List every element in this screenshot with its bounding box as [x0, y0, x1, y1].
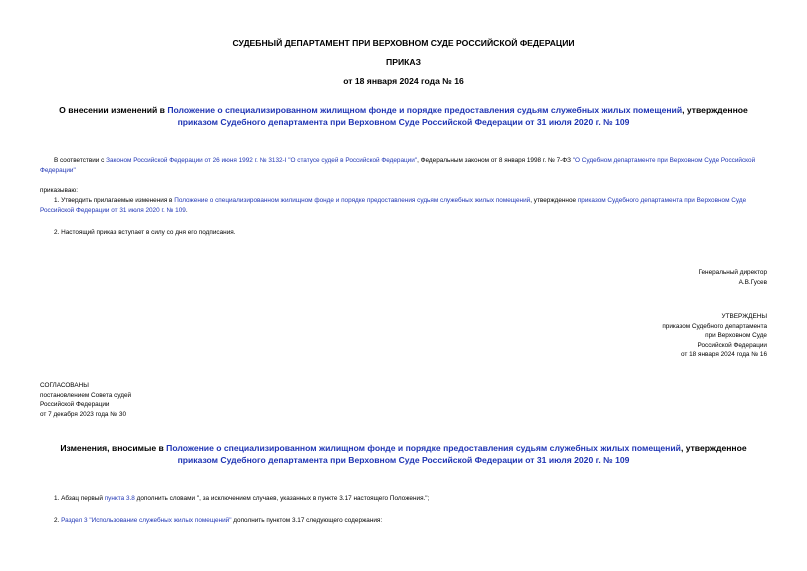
- signature-name: А.В.Гусев: [738, 278, 767, 286]
- approved-line-4: Российской Федерации: [697, 341, 767, 349]
- preamble-paragraph: [40, 156, 772, 175]
- document-title: [40, 105, 767, 128]
- doc-type: ПРИКАЗ: [386, 57, 421, 67]
- order-word: [40, 186, 772, 196]
- changes-title-link-order[interactable]: приказом Судебного департамента при Верховном Суде Российской Федерации от 31 июля 2020 г. № 109: [177, 454, 630, 465]
- item-1-link-order[interactable]: приказом Судебного департамента при Верховном Суде Российской Федерации от 31 июля 2020 г. № 109: [40, 197, 747, 214]
- change-2-paragraph: [40, 516, 772, 526]
- item-1-prefix: 1. Утвердить прилагаемые изменения в: [54, 197, 175, 204]
- title-prefix: О внесении изменений в: [59, 105, 168, 115]
- agreed-line-3: Российской Федерации: [40, 401, 110, 409]
- item-1-suffix: .: [185, 206, 188, 214]
- signature-position: Генеральный директор: [698, 269, 767, 276]
- org-heading: [30, 38, 777, 49]
- item-2-paragraph: [40, 228, 772, 238]
- agreed-block: [40, 381, 260, 419]
- preamble-mid: , Федеральным законом от 8 января 1998 г. № 7-ФЗ: [417, 157, 573, 164]
- preamble-prefix: В соответствии с: [54, 157, 107, 164]
- item-1-mid: , утвержденное: [530, 197, 578, 204]
- change-2-link-section[interactable]: Раздел 3 "Использование служебных жилых помещений": [61, 517, 232, 524]
- changes-title-link-regulation[interactable]: Положение о специализированном жилищном фонде и порядке предоставления судьям служебных жилых помещений: [166, 443, 681, 453]
- signature-block: [560, 268, 767, 287]
- doc-type-heading: [30, 57, 777, 68]
- approved-line-1: УТВЕРЖДЕНЫ: [721, 313, 767, 320]
- change-1-paragraph: [40, 494, 772, 504]
- changes-title-mid: , утвержденное: [680, 443, 747, 453]
- order-word-text: приказываю:: [40, 187, 78, 194]
- change-1-prefix: 1. Абзац первый: [54, 495, 105, 502]
- title-link-order[interactable]: приказом Судебного департамента при Верховном Суде Российской Федерации от 31 июля 2020 г. № 109: [177, 116, 630, 127]
- title-mid: , утвержденное: [682, 105, 748, 115]
- change-1-suffix: дополнить словами ", за исключением случаев, указанных в пункте 3.17 настоящего Положения.";: [134, 495, 430, 502]
- approved-block: [560, 312, 767, 360]
- agreed-line-1: СОГЛАСОВАНЫ: [40, 382, 89, 389]
- preamble-link-federal-law[interactable]: "О Судебном департаменте при Верховном Суде Российской Федерации": [40, 157, 756, 174]
- org-name: СУДЕБНЫЙ ДЕПАРТАМЕНТ ПРИ ВЕРХОВНОМ СУДЕ РОССИЙСКОЙ ФЕДЕРАЦИИ: [232, 38, 575, 48]
- doc-date-number: [30, 76, 777, 87]
- change-1-link-clause[interactable]: пункта 3.8: [104, 495, 135, 502]
- approved-line-5: от 18 января 2024 года № 16: [681, 351, 767, 359]
- item-1-paragraph: [40, 196, 772, 215]
- preamble-link-law[interactable]: Законом Российской Федерации от 26 июня 1992 г. № 3132-I "О статусе судей в Российской Федерации": [106, 157, 418, 164]
- item-1-link-regulation[interactable]: Положение о специализированном жилищном фонде и порядке предоставления судьям служебных жилых помещений: [174, 197, 531, 204]
- changes-title: [40, 443, 767, 466]
- approved-line-2: приказом Судебного департамента: [662, 322, 767, 330]
- agreed-line-4: от 7 декабря 2023 года № 30: [40, 410, 126, 418]
- title-link-regulation[interactable]: Положение о специализированном жилищном фонде и порядке предоставления судьям служебных жилых помещений: [167, 105, 683, 115]
- date-number: от 18 января 2024 года № 16: [343, 76, 464, 86]
- item-2-text: 2. Настоящий приказ вступает в силу со дня его подписания.: [54, 229, 236, 236]
- change-2-suffix: дополнить пунктом 3.17 следующего содержания:: [231, 517, 383, 524]
- changes-title-prefix: Изменения, вносимые в: [60, 443, 167, 453]
- approved-line-3: при Верховном Суде: [705, 332, 767, 340]
- change-2-prefix: 2.: [54, 517, 62, 524]
- agreed-line-2: постановлением Совета судей: [40, 391, 132, 399]
